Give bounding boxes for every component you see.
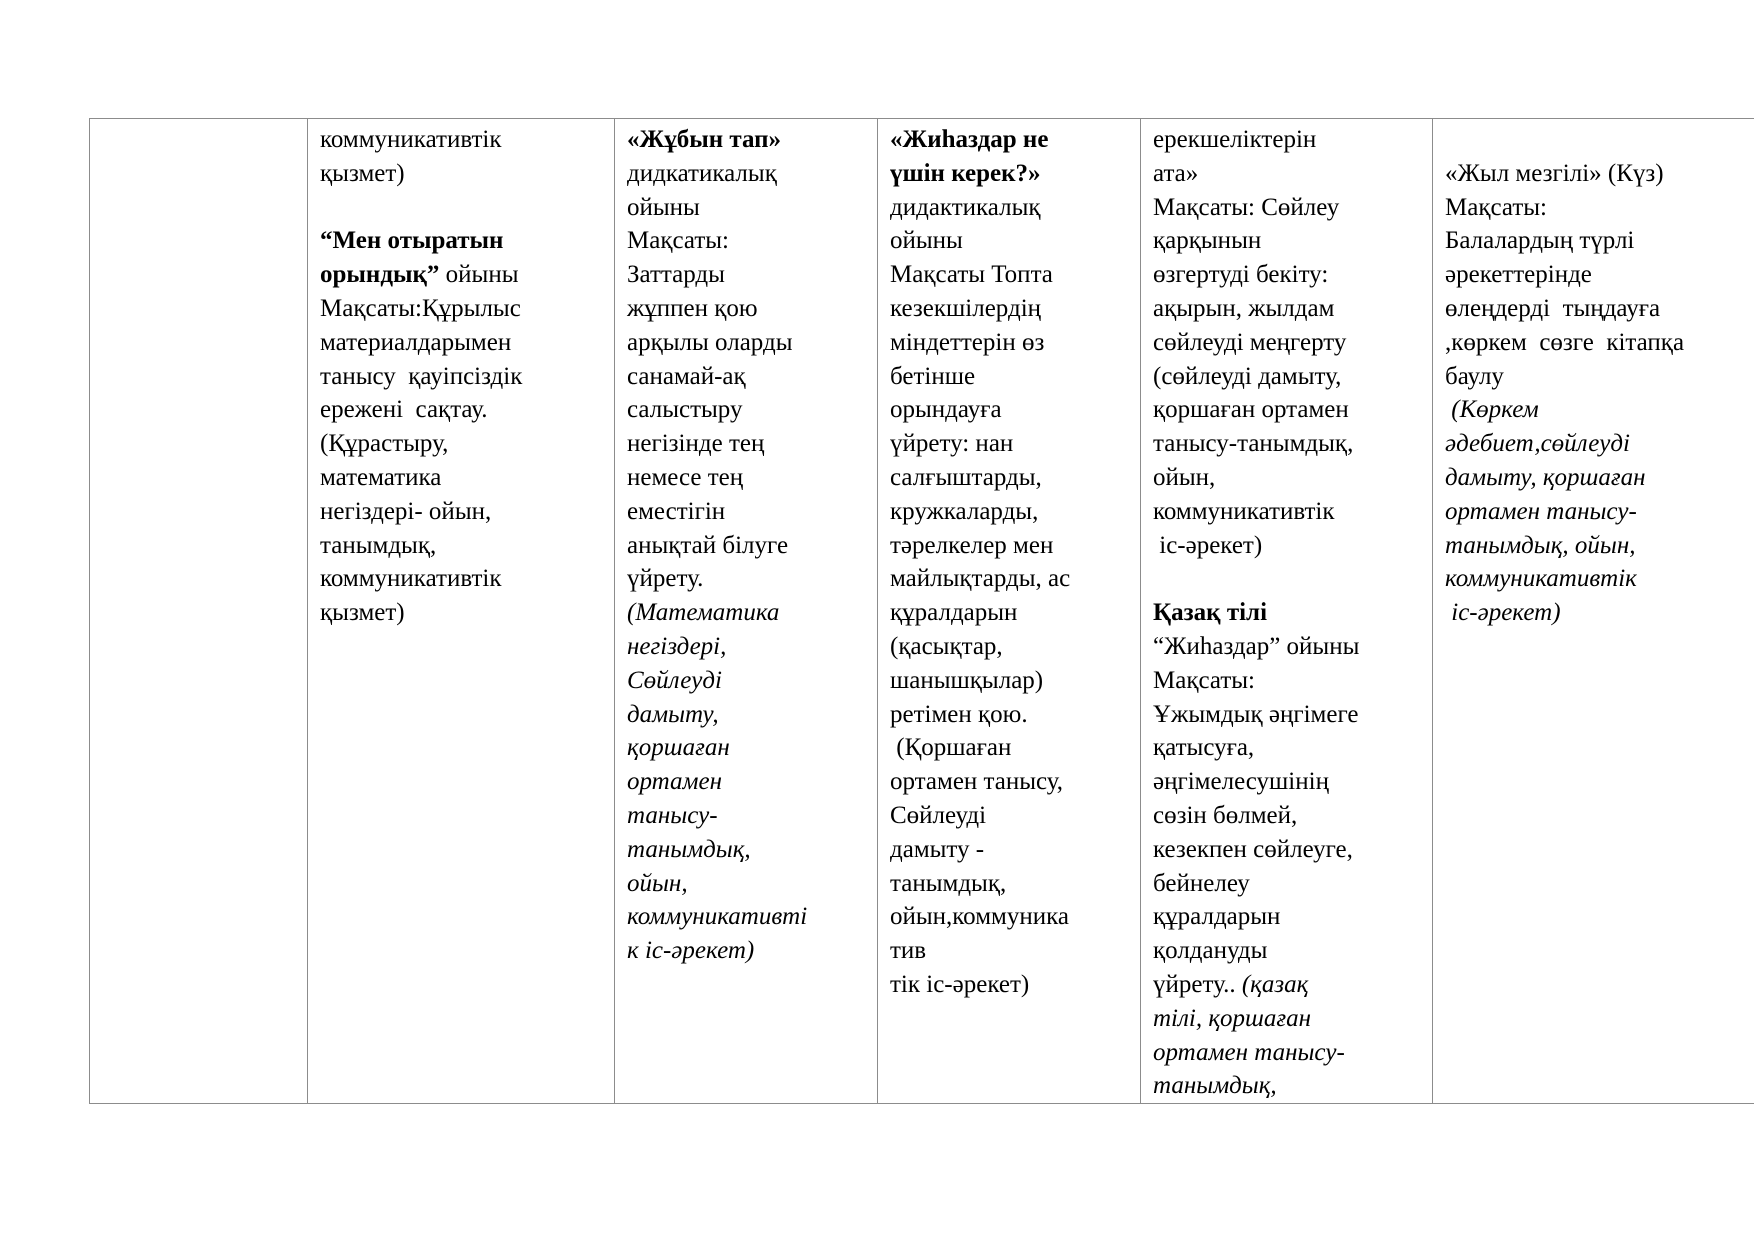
text-line: баулу bbox=[1445, 362, 1504, 390]
text-line: қарқынын bbox=[1153, 227, 1262, 255]
text-line: еместігін bbox=[627, 497, 726, 525]
text-line: (Құрастыру, bbox=[320, 430, 449, 458]
text-line: Заттарды bbox=[627, 261, 725, 289]
text-line: құралдарын bbox=[890, 599, 1018, 627]
mixed-line bbox=[1153, 968, 1420, 1002]
subject-heading: Қазақ тілі bbox=[1153, 599, 1268, 627]
italic-line: қоршаған bbox=[627, 734, 730, 762]
italic-line: к іс-әрекет) bbox=[627, 937, 755, 965]
italic-line: коммуникативтік bbox=[1445, 565, 1637, 593]
text-line: Мақсаты Топта bbox=[890, 261, 1053, 289]
text-line: (Қоршаған bbox=[890, 734, 1012, 762]
italic-line: іс-әрекет) bbox=[1445, 599, 1561, 627]
text-line: ,көркем сөзге кітапқа bbox=[1445, 328, 1685, 356]
italic-line: танымдық, bbox=[1153, 1072, 1277, 1100]
blank-line bbox=[1153, 562, 1420, 596]
italic-line: танымдық, ойын, bbox=[1445, 531, 1636, 559]
text-line: тік іс-әрекет) bbox=[890, 970, 1030, 998]
italic-line: ортамен bbox=[627, 768, 722, 796]
text-line: салыстыру bbox=[627, 396, 743, 424]
text-line: сөзін бөлмей, bbox=[1153, 801, 1298, 829]
text-line: майлықтарды, ас bbox=[890, 565, 1071, 593]
game-title: “Мен отыратын bbox=[320, 227, 504, 255]
text-line: қызмет) bbox=[320, 159, 405, 187]
text-line: үйрету. bbox=[627, 565, 704, 593]
text-line: танысу-танымдық, bbox=[1153, 430, 1354, 458]
game-title: “Жиһаздар” ойыны bbox=[1153, 632, 1360, 660]
game-title-line bbox=[320, 258, 602, 292]
text-line: қолдануды bbox=[1153, 937, 1268, 965]
text-line: дидактикалық bbox=[890, 193, 1041, 221]
cell-col2 bbox=[615, 119, 878, 1104]
text-line: бетінше bbox=[890, 362, 976, 390]
text-line: әңгімелесушінің bbox=[1153, 768, 1329, 796]
italic-line: танысу- bbox=[627, 801, 718, 829]
text-line: ойыны bbox=[890, 227, 963, 255]
text-line: материалдарымен bbox=[320, 328, 512, 356]
text-line: ретімен қою. bbox=[890, 700, 1028, 728]
text-line: өзгертуді бекіту: bbox=[1153, 261, 1329, 289]
italic-line: ортамен танысу- bbox=[1153, 1038, 1345, 1066]
italic-line: негіздері, bbox=[627, 632, 727, 660]
text-line: міндеттерін өз bbox=[890, 328, 1045, 356]
text-line: коммуникативтік bbox=[320, 126, 502, 153]
game-title: «Жиһаздар не bbox=[890, 126, 1049, 153]
text-line: үйрету: нан bbox=[890, 430, 1014, 458]
game-title: үшін керек?» bbox=[890, 159, 1041, 187]
text-line: тәрелкелер мен bbox=[890, 531, 1054, 559]
text-line: қатысуға, bbox=[1153, 734, 1255, 762]
text-line: шанышқылар) bbox=[890, 666, 1044, 694]
text-line: бейнелеу bbox=[1153, 869, 1250, 897]
text-line: кезекпен сөйлеуге, bbox=[1153, 835, 1353, 863]
text-line: ойыны bbox=[627, 193, 700, 221]
text-line: негіздері- ойын, bbox=[320, 497, 492, 525]
italic-line: танымдық, bbox=[627, 835, 751, 863]
text-line: орындауға bbox=[890, 396, 1002, 424]
italic-line: Сөйлеуді bbox=[627, 666, 722, 694]
game-title: «Жыл мезгілі» (Күз) bbox=[1445, 159, 1664, 187]
text-line: Мақсаты: Сөйлеу bbox=[1153, 193, 1340, 221]
cell-col1 bbox=[308, 119, 615, 1104]
text-line: сөйлеуді меңгерту bbox=[1153, 328, 1347, 356]
game-title-rest: ойыны bbox=[439, 261, 519, 289]
text-line: танымдық, bbox=[890, 869, 1007, 897]
italic-line: дамыту, bbox=[627, 700, 719, 728]
text-line: қоршаған ортамен bbox=[1153, 396, 1349, 424]
text-line: немесе тең bbox=[627, 463, 744, 491]
text-line: танысу қауіпсіздік bbox=[320, 362, 523, 390]
text-line: кружкаларды, bbox=[890, 497, 1039, 525]
italic-line: тілі, қоршаған bbox=[1153, 1004, 1312, 1032]
text-line: жұппен қою bbox=[627, 294, 758, 322]
text-line: Ұжымдық әңгімеге bbox=[1153, 700, 1359, 728]
text-line: танымдық, bbox=[320, 531, 437, 559]
cell-col3 bbox=[878, 119, 1141, 1104]
text-line: ойын, bbox=[1153, 463, 1216, 491]
text-line: Сөйлеуді bbox=[890, 801, 987, 829]
cell-col5 bbox=[1433, 119, 1754, 1104]
text-line: (қасықтар, bbox=[890, 632, 1003, 660]
schedule-table bbox=[89, 118, 1754, 1104]
text-line: ерекшеліктерін bbox=[1153, 126, 1317, 153]
text-line: коммуникативтік bbox=[1153, 497, 1335, 525]
blank-line bbox=[1445, 123, 1754, 157]
text-line: санамай-ақ bbox=[627, 362, 746, 390]
text-line: ата» bbox=[1153, 159, 1199, 187]
text-line: әрекеттерінде bbox=[1445, 261, 1592, 289]
italic-line: ойын, bbox=[627, 869, 688, 897]
text-line: ережені сақтау. bbox=[320, 396, 488, 424]
table-row bbox=[90, 119, 1754, 1104]
text-line: құралдарын bbox=[1153, 903, 1281, 931]
text-line: арқылы оларды bbox=[627, 328, 793, 356]
text-line: математика bbox=[320, 463, 442, 491]
blank-line bbox=[320, 191, 602, 225]
text-fragment: үйрету.. bbox=[1153, 970, 1242, 998]
text-line: кезекшілердің bbox=[890, 294, 1042, 322]
italic-line: коммуникативті bbox=[627, 903, 808, 931]
game-title: «Жұбын тап» bbox=[627, 126, 782, 153]
text-line: салғыштарды, bbox=[890, 463, 1042, 491]
text-line: Мақсаты: bbox=[1153, 666, 1255, 694]
italic-line: ортамен танысу- bbox=[1445, 497, 1637, 525]
text-line: ортамен танысу, bbox=[890, 768, 1064, 796]
text-line: Мақсаты:Құрылыс bbox=[320, 294, 521, 322]
text-line: ақырын, жылдам bbox=[1153, 294, 1335, 322]
italic-line: (Математика bbox=[627, 599, 780, 627]
text-line: негізінде тең bbox=[627, 430, 765, 458]
italic-line: әдебиет,сөйлеуді bbox=[1445, 430, 1630, 458]
text-line: тив bbox=[890, 937, 927, 965]
text-line: өлеңдерді тыңдауға bbox=[1445, 294, 1661, 322]
text-line: коммуникативтік bbox=[320, 565, 502, 593]
text-line: қызмет) bbox=[320, 599, 405, 627]
text-line: Балалардың түрлі bbox=[1445, 227, 1635, 255]
italic-fragment: (қазақ bbox=[1241, 970, 1309, 998]
italic-line: (Көркем bbox=[1445, 396, 1539, 424]
text-line: дамыту - bbox=[890, 835, 985, 863]
text-line: (сөйлеуді дамыту, bbox=[1153, 362, 1342, 390]
text-line: Мақсаты: bbox=[1445, 193, 1547, 221]
text-line: ойын,коммуника bbox=[890, 903, 1069, 931]
game-title-bold: орындық” bbox=[320, 261, 440, 289]
text-line: іс-әрекет) bbox=[1153, 531, 1263, 559]
cell-col4 bbox=[1141, 119, 1433, 1104]
text-line: анықтай білуге bbox=[627, 531, 789, 559]
italic-line: дамыту, қоршаған bbox=[1445, 463, 1646, 491]
text-line: Мақсаты: bbox=[627, 227, 729, 255]
empty-cell bbox=[90, 119, 308, 1104]
text-line: дидкатикалық bbox=[627, 159, 777, 187]
